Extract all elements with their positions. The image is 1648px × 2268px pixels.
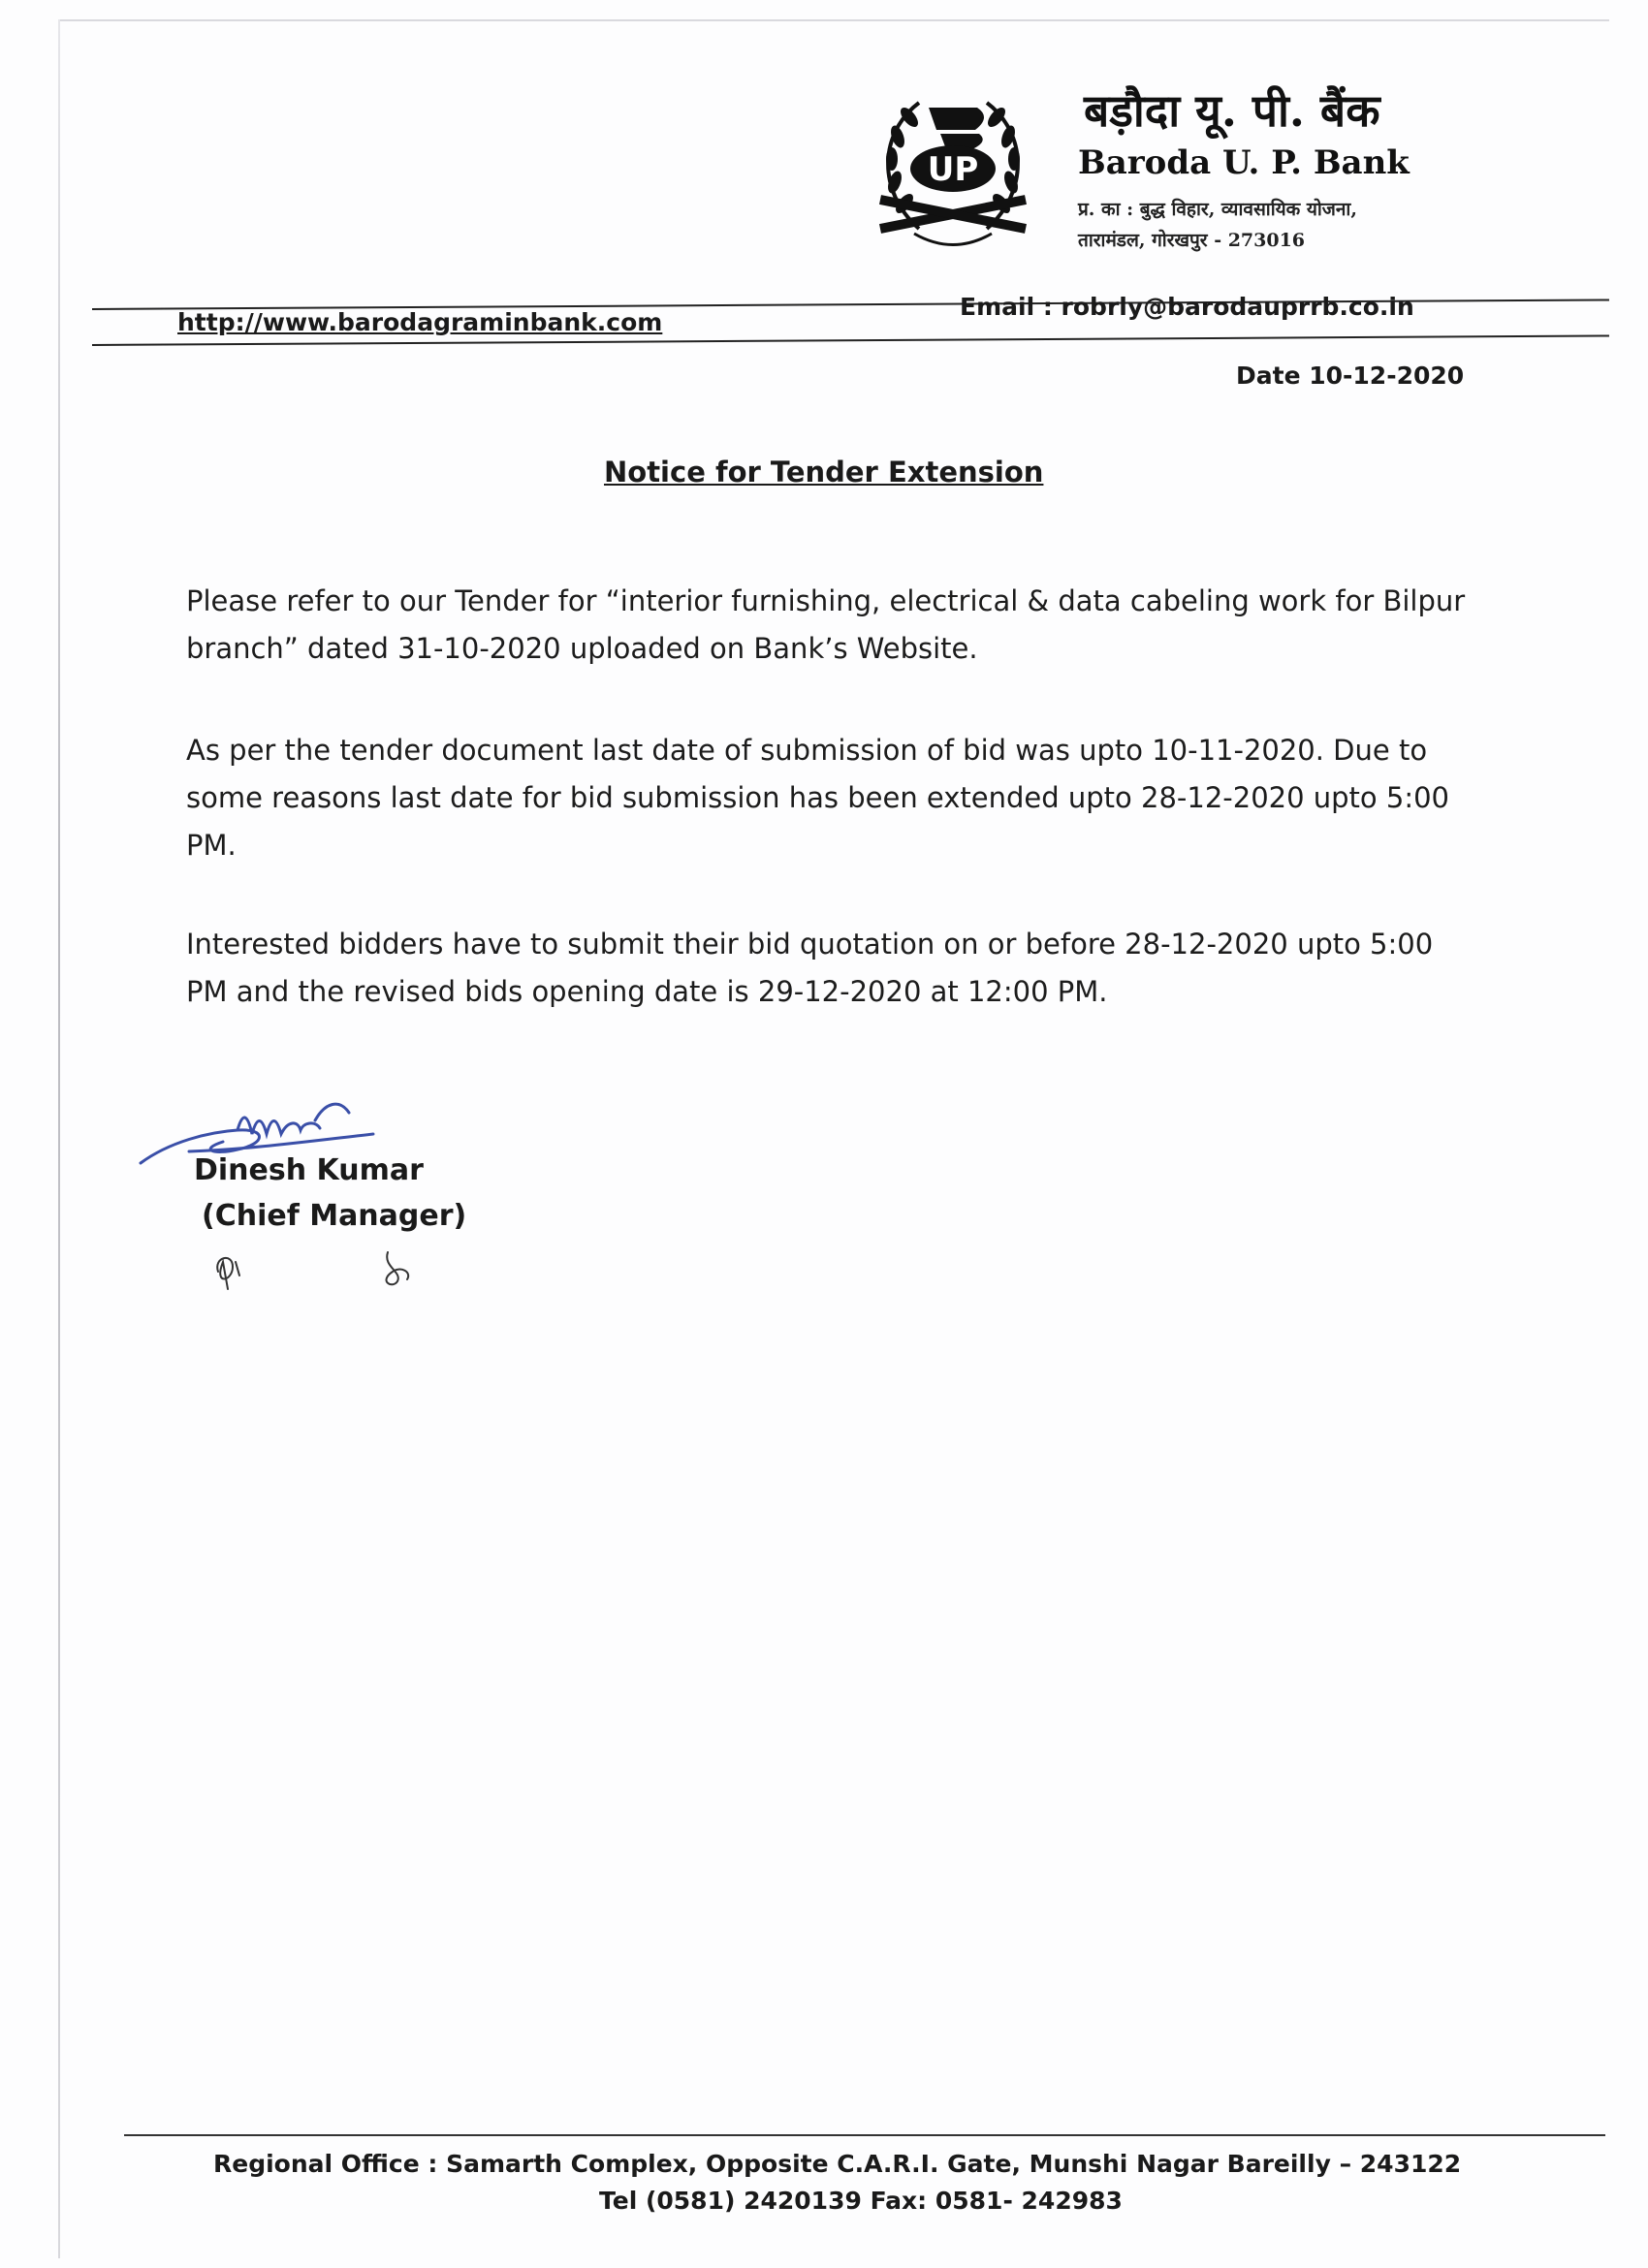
bank-website-link[interactable]: http://www.barodagraminbank.com xyxy=(177,308,663,336)
bank-logo-emblem xyxy=(861,83,1045,258)
header-rule-bottom xyxy=(92,334,1609,346)
bank-address-line-2: तारामंडल, गोरखपुर - 273016 xyxy=(1078,230,1306,251)
scan-edge-top xyxy=(60,19,1609,21)
logo-text: UP xyxy=(927,150,979,189)
bank-email: Email : robrly@barodauprrb.co.in xyxy=(960,293,1414,321)
notice-title: Notice for Tender Extension xyxy=(604,456,1044,488)
bank-address-line-1: प्र. का : बुद्ध विहार, व्यावसायिक योजना, xyxy=(1078,199,1357,220)
signatory-designation: (Chief Manager) xyxy=(202,1199,467,1233)
bank-name-english: Baroda U. P. Bank xyxy=(1078,143,1410,182)
scan-edge xyxy=(58,19,60,2258)
footer-contact: Tel (0581) 2420139 Fax: 0581- 242983 xyxy=(599,2187,1123,2215)
footer-regional-office: Regional Office : Samarth Complex, Opposite C.A.R.I. Gate, Munshi Nagar Bareilly – 243122 xyxy=(213,2150,1462,2178)
body-paragraph: Interested bidders have to submit their bid quotation on or before 28-12-2020 upto 5:00 PM and the revised bids opening date is 29-12-2020 at 12:00 PM. xyxy=(186,928,1434,1008)
footer-rule xyxy=(124,2134,1605,2136)
body-paragraph: Please refer to our Tender for “interior furnishing, electrical & data cabeling work for Bilpur branch” dated 31-10-2020 uploaded on Bank’s Website. xyxy=(186,584,1466,665)
bank-name-hindi: बड़ौदा यू. पी. बैंक xyxy=(1084,84,1380,137)
body-paragraph: As per the tender document last date of submission of bid was upto 10-11-2020. Due to some reasons last date for bid submission has been extended upto 28-12-2020 upto 5:00 PM. xyxy=(186,734,1450,862)
signatory-name: Dinesh Kumar xyxy=(194,1153,424,1187)
notice-date: Date 10-12-2020 xyxy=(1236,362,1465,390)
handwritten-initials xyxy=(208,1243,460,1291)
